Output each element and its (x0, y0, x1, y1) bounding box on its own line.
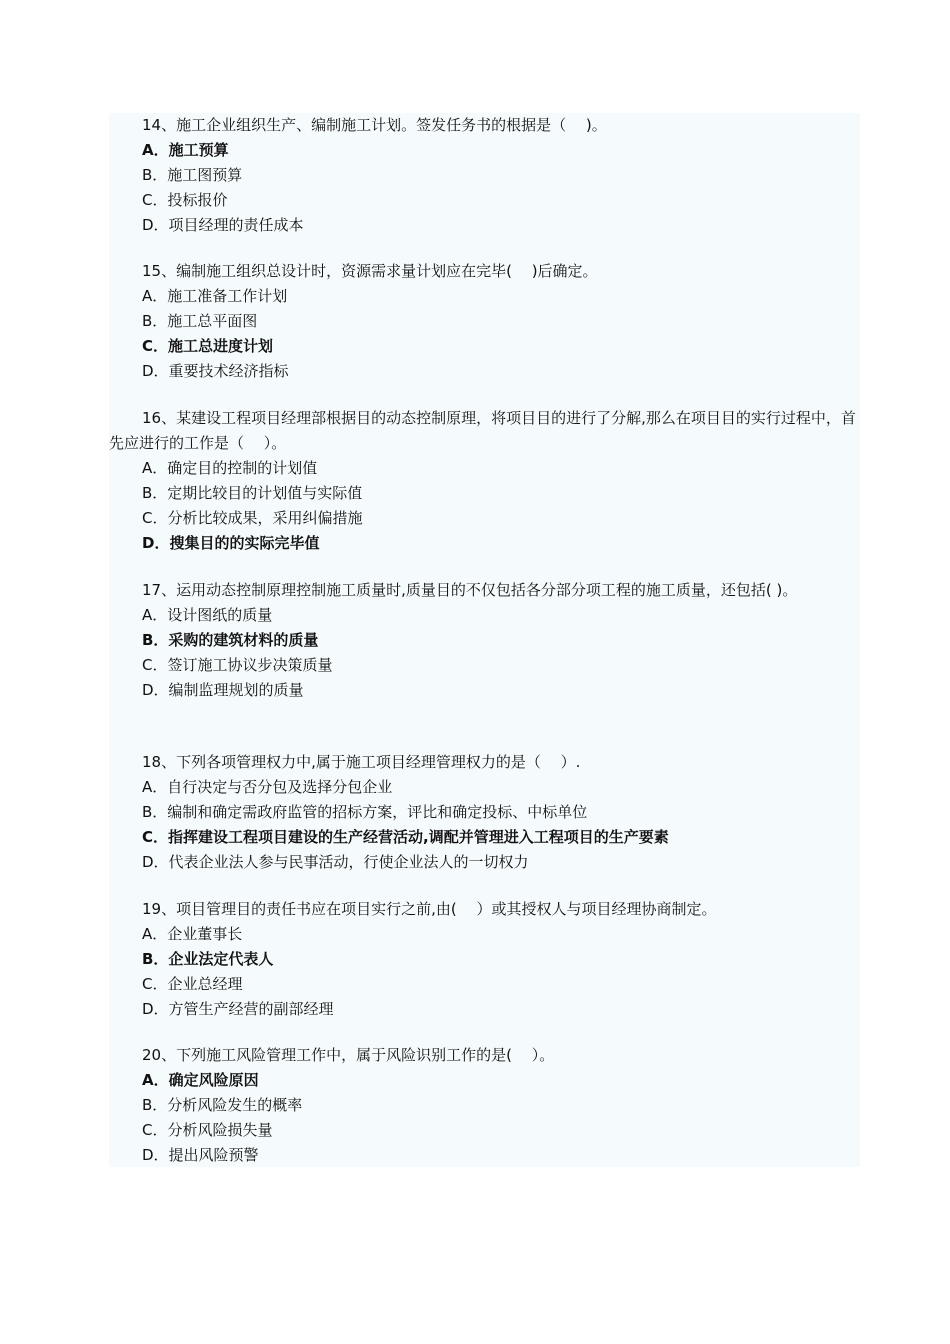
question-20 (109, 1043, 860, 1168)
option-c: C．分析风险损失量 (142, 1121, 273, 1139)
option-c: C．施工总进度计划 (142, 337, 274, 355)
question-14 (109, 113, 860, 238)
option-b: B．施工图预算 (142, 166, 243, 184)
option-d: D．搜集目的的实际完毕值 (142, 534, 320, 552)
option-a: A．设计图纸的质量 (142, 606, 273, 624)
option-a: A．施工预算 (142, 141, 229, 159)
option-b: B．施工总平面图 (142, 312, 258, 330)
question-18 (109, 750, 860, 875)
option-d: D．提出风险预警 (142, 1146, 259, 1164)
option-b: B．采购的建筑材料的质量 (142, 631, 319, 649)
question-15 (109, 259, 860, 384)
question-stem: 15、编制施工组织总设计时，资源需求量计划应在完毕( )后确定。 (142, 262, 598, 280)
option-d: D．项目经理的责任成本 (142, 216, 304, 234)
option-d: D．编制监理规划的质量 (142, 681, 304, 699)
option-a: A．施工准备工作计划 (142, 287, 288, 305)
option-a: A．企业董事长 (142, 925, 243, 943)
option-c: C．分析比较成果，采用纠偏措施 (142, 509, 363, 527)
option-d: D．方管生产经营的副部经理 (142, 1000, 334, 1018)
question-stem: 16、某建设工程项目经理部根据目的动态控制原理，将项目目的进行了分解,那么在项目目的实行过程中，首先应进行的工作是（ ）。 (109, 409, 856, 452)
question-16 (109, 406, 860, 556)
option-c: C．指挥建设工程项目建设的生产经营活动,调配并管理进入工程项目的生产要素 (142, 828, 669, 846)
option-c: C．投标报价 (142, 191, 228, 209)
option-b: B．定期比较目的计划值与实际值 (142, 484, 363, 502)
question-stem: 19、项目管理目的责任书应在项目实行之前,由( ）或其授权人与项目经理协商制定。 (142, 900, 717, 918)
question-stem: 18、下列各项管理权力中,属于施工项目经理管理权力的是（ ）. (142, 753, 581, 771)
option-c: C．企业总经理 (142, 975, 243, 993)
option-b: B．编制和确定需政府监管的招标方案，评比和确定投标、中标单位 (142, 803, 588, 821)
option-c: C．签订施工协议步决策质量 (142, 656, 333, 674)
option-a: A．自行决定与否分包及选择分包企业 (142, 778, 393, 796)
option-a: A．确定风险原因 (142, 1071, 259, 1089)
option-b: B．分析风险发生的概率 (142, 1096, 303, 1114)
question-19 (109, 897, 860, 1022)
question-stem: 14、施工企业组织生产、编制施工计划。签发任务书的根据是（ )。 (142, 116, 607, 134)
question-17 (109, 578, 860, 703)
question-stem: 17、运用动态控制原理控制施工质量时,质量目的不仅包括各分部分项工程的施工质量，还包括( )。 (142, 581, 798, 599)
question-stem: 20、下列施工风险管理工作中，属于风险识别工作的是( ）。 (142, 1046, 555, 1064)
option-a: A．确定目的控制的计划值 (142, 459, 318, 477)
option-b: B．企业法定代表人 (142, 950, 274, 968)
option-d: D．重要技术经济指标 (142, 362, 289, 380)
option-d: D．代表企业法人参与民事活动，行使企业法人的一切权力 (142, 853, 529, 871)
